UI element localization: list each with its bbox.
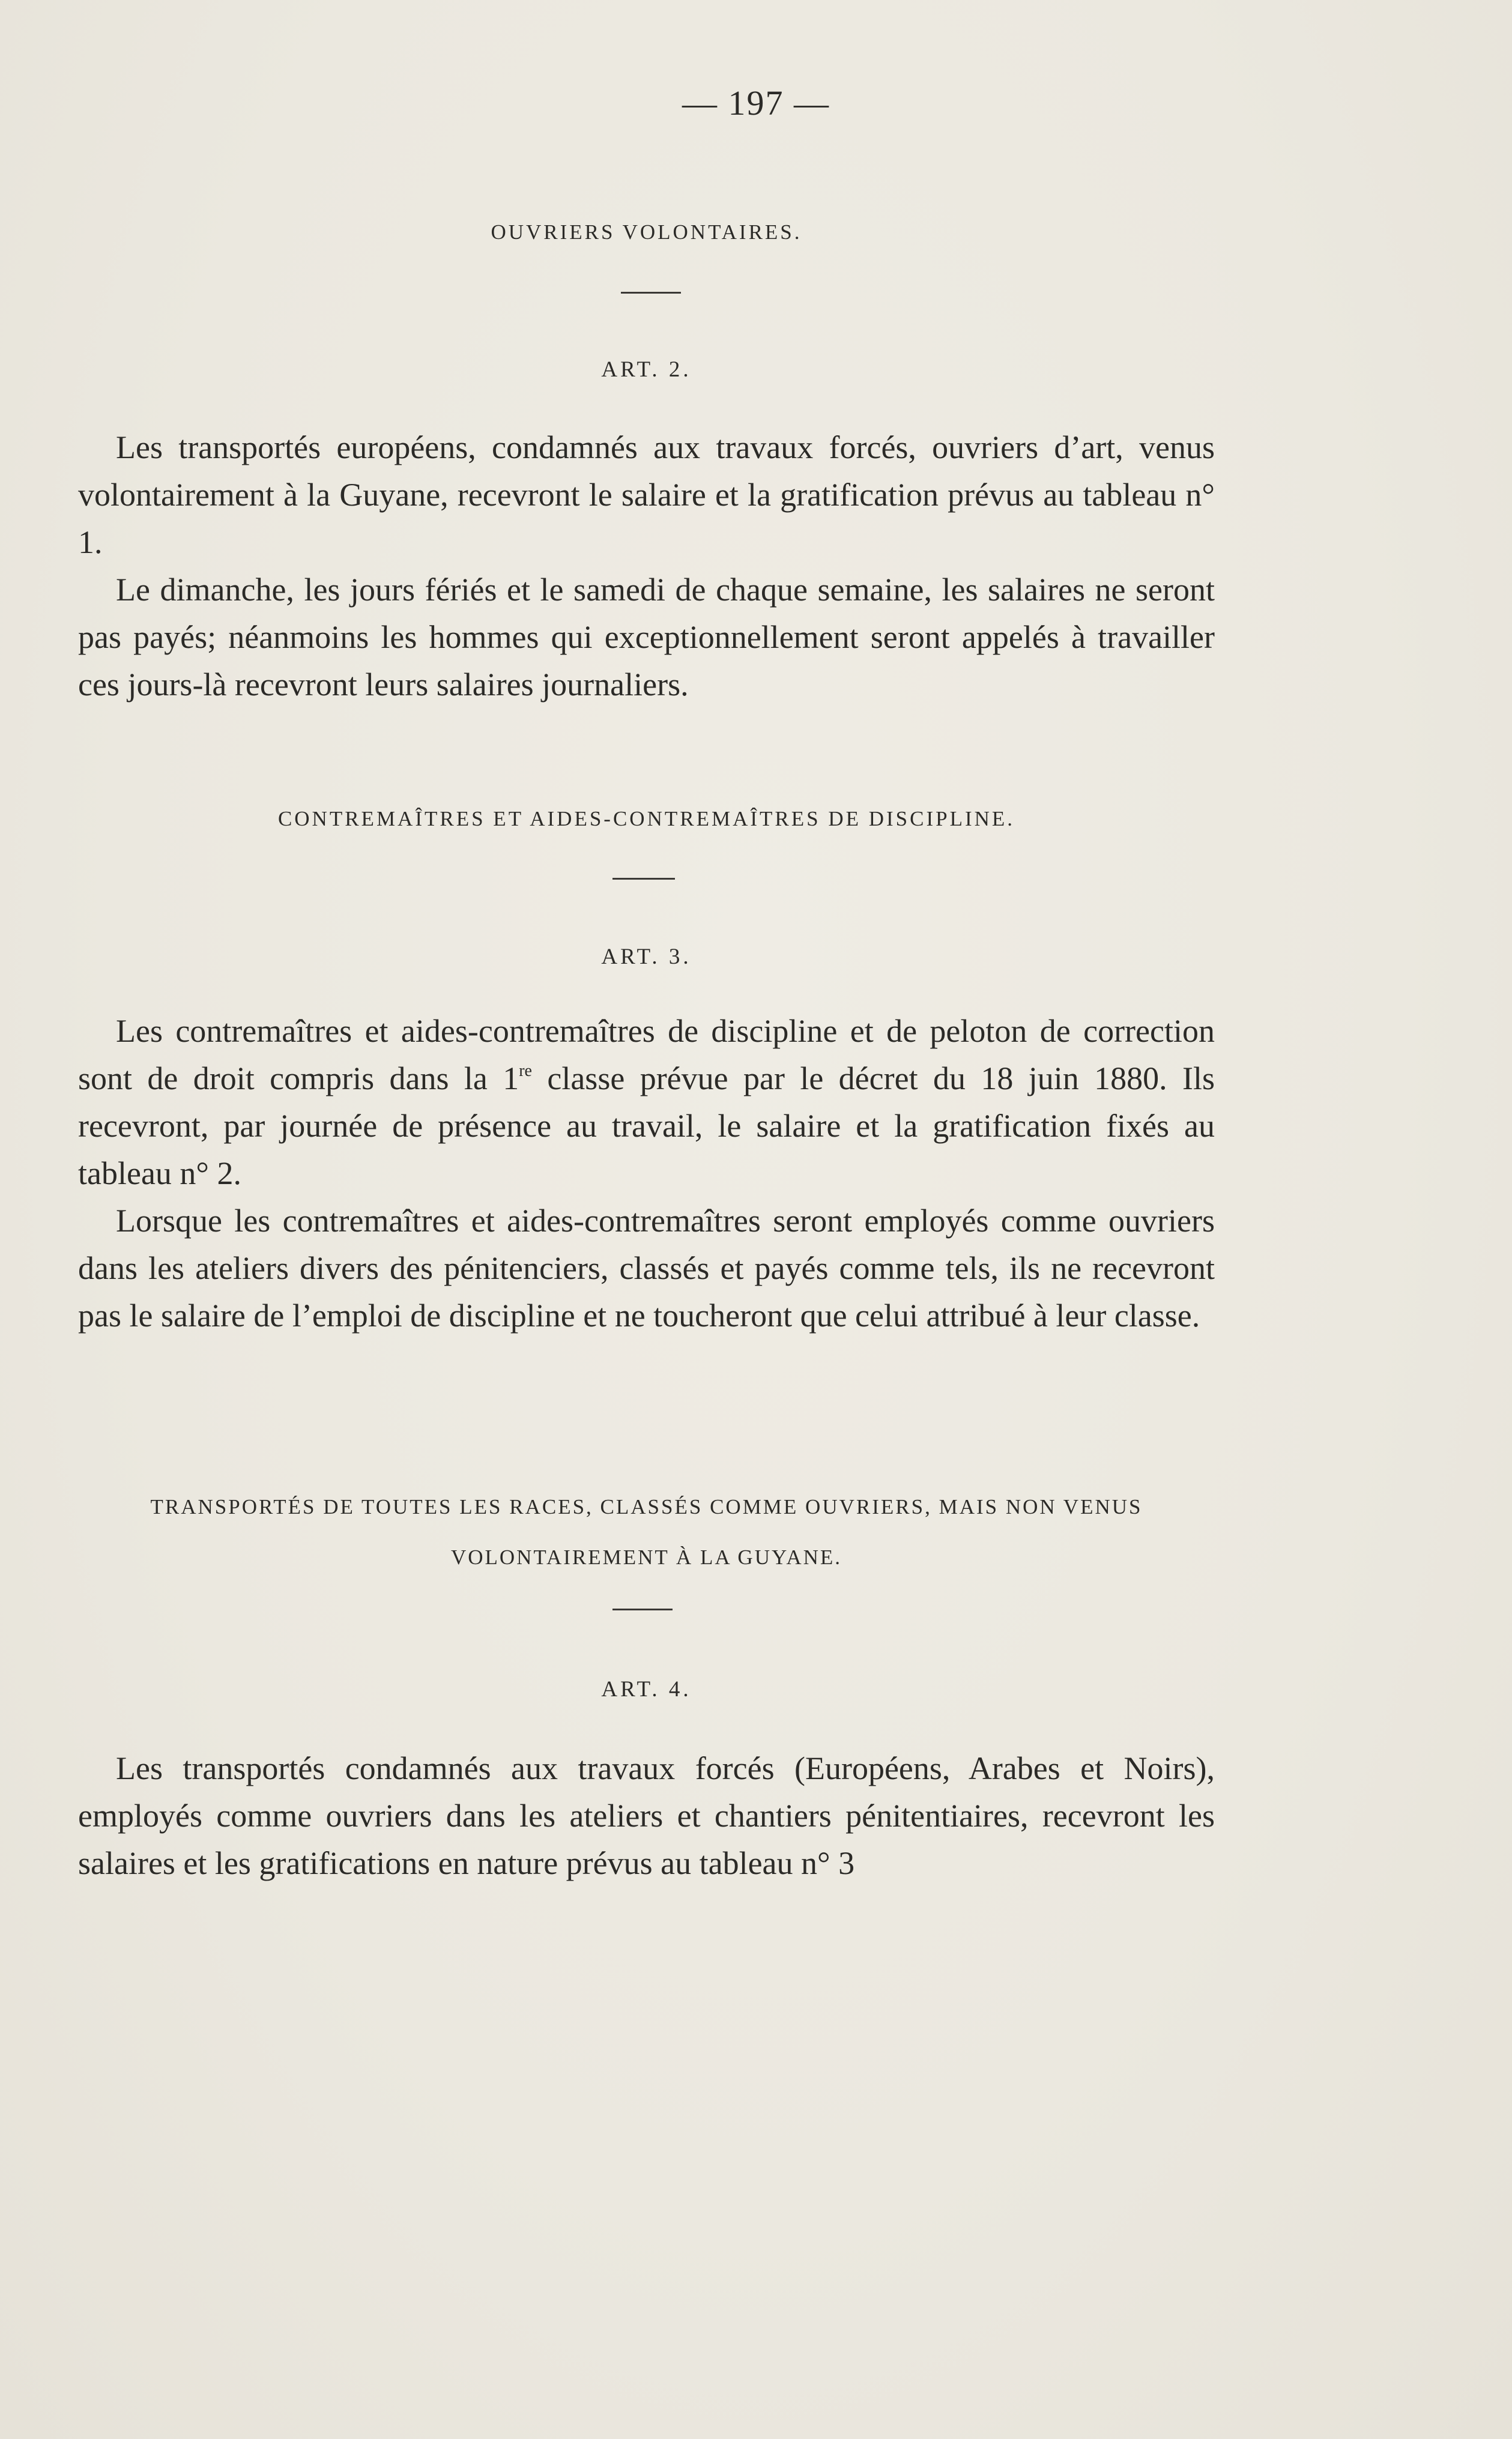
paragraph-text: classe prévue par le décret du 18 juin 1880. Ils recevront, par journée de présence au travail, le salaire et la gratification fixés au tableau n° 2. bbox=[78, 1060, 1215, 1191]
paragraph: Lorsque les contremaîtres et aides-contremaîtres seront employés comme ouvriers dans les ateliers divers des pénitenciers, classés et payés comme tels, ils ne recevront pas le salaire de l’emploi de discipline et ne toucheront que celui attribué à leur classe. bbox=[78, 1203, 1215, 1334]
article-heading: ART. 2. bbox=[601, 357, 692, 382]
paragraph-text: Les contremaîtres et aides-contremaîtres de discipline et de peloton de correction sont de droit compris dans la 1 bbox=[78, 1013, 1215, 1096]
paragraph: Les transportés condamnés aux travaux forcés (Européens, Arabes et Noirs), employés comme ouvriers dans les ateliers et chantiers pénitentiaires, recevront les salaires et les gratifications en nature prévus au tableau n° 3 bbox=[78, 1750, 1215, 1881]
paragraph bbox=[78, 1008, 1215, 1197]
article-heading: ART. 4. bbox=[601, 1677, 692, 1702]
section-divider bbox=[621, 292, 681, 294]
paragraph: Les transportés européens, condamnés aux travaux forcés, ouvriers d’art, venus volontairement à la Guyane, recevront le salaire et la gratification prévus au tableau n° 1. bbox=[78, 429, 1215, 560]
section-heading-contremaitres: CONTREMAÎTRES ET AIDES-CONTREMAÎTRES DE DISCIPLINE. bbox=[277, 807, 1015, 830]
section-divider bbox=[612, 878, 675, 880]
article-body bbox=[78, 1008, 1215, 1340]
ordinal-suffix: re bbox=[519, 1062, 532, 1080]
section-heading-transportes bbox=[78, 1482, 1215, 1583]
page-number: — 197 — bbox=[682, 83, 830, 122]
section-heading-line: VOLONTAIREMENT À LA GUYANE. bbox=[450, 1546, 842, 1569]
article-body bbox=[78, 424, 1215, 709]
article-body bbox=[78, 1745, 1215, 1887]
article-heading: ART. 3. bbox=[601, 944, 692, 969]
section-heading-line: TRANSPORTÉS DE TOUTES LES RACES, CLASSÉS COMME OUVRIERS, MAIS NON VENUS bbox=[150, 1495, 1143, 1519]
paragraph: Le dimanche, les jours fériés et le samedi de chaque semaine, les salaires ne seront pas payés; néanmoins les hommes qui exceptionnellement seront appelés à travailler ces jours-là recevront leurs salaires journaliers. bbox=[78, 572, 1215, 703]
section-divider bbox=[612, 1609, 673, 1610]
section-heading-ouvriers-volontaires: OUVRIERS VOLONTAIRES. bbox=[491, 220, 802, 244]
